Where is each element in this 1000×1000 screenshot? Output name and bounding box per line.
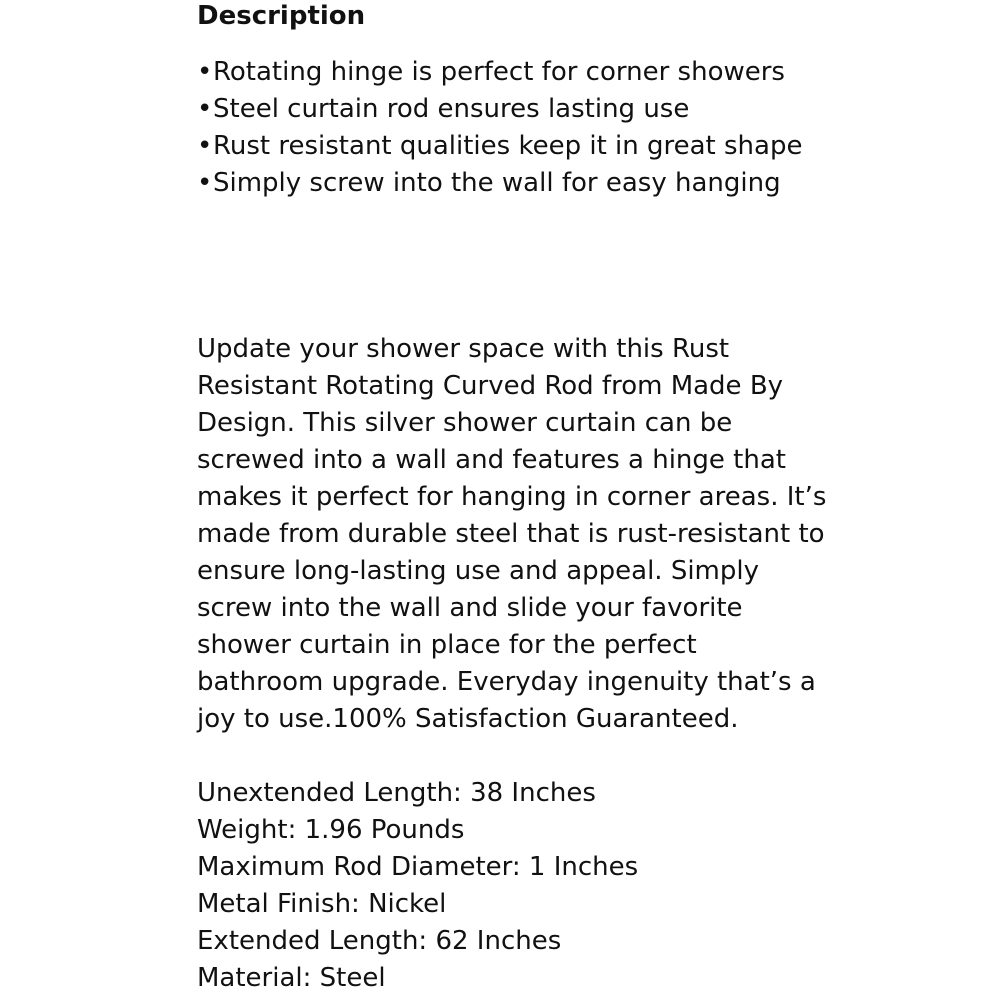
- feature-item: [197, 128, 987, 165]
- spec-item: Weight: 1.96 Pounds: [197, 815, 465, 845]
- feature-item: [197, 91, 987, 128]
- spec-item: Unextended Length: 38 Inches: [197, 778, 596, 808]
- feature-text: Rust resistant qualities keep it in great shape: [213, 131, 803, 161]
- bullet-icon: •: [197, 131, 213, 161]
- spec-item: Maximum Rod Diameter: 1 Inches: [197, 852, 639, 882]
- bullet-icon: •: [197, 94, 213, 124]
- description-heading: Description: [197, 1, 366, 31]
- description-paragraph: Update your shower space with this Rust Resistant Rotating Curved Rod from Made By Design. This silver shower curtain can be screwed into a wall and features a hinge that makes it perfect for hanging in corner areas. It’s made from durable steel that is rust-resistant to ensure long-lasting use and appeal. Simply screw into the wall and slide your favorite shower curtain in place for the perfect bathroom upgrade. Everyday ingenuity that’s a joy to use.100% Satisfaction Guaranteed.: [197, 334, 827, 734]
- spec-item: Material: Steel: [197, 963, 386, 993]
- spec-list: [197, 775, 987, 997]
- feature-item: [197, 54, 987, 91]
- bullet-icon: •: [197, 57, 213, 87]
- spec-item: Metal Finish: Nickel: [197, 889, 447, 919]
- feature-list: [197, 54, 987, 202]
- feature-text: Rotating hinge is perfect for corner showers: [213, 57, 785, 87]
- product-description: [197, 0, 987, 997]
- feature-text: Steel curtain rod ensures lasting use: [213, 94, 690, 124]
- feature-item: [197, 165, 987, 202]
- bullet-icon: •: [197, 168, 213, 198]
- feature-text: Simply screw into the wall for easy hanging: [213, 168, 781, 198]
- spec-item: Extended Length: 62 Inches: [197, 926, 562, 956]
